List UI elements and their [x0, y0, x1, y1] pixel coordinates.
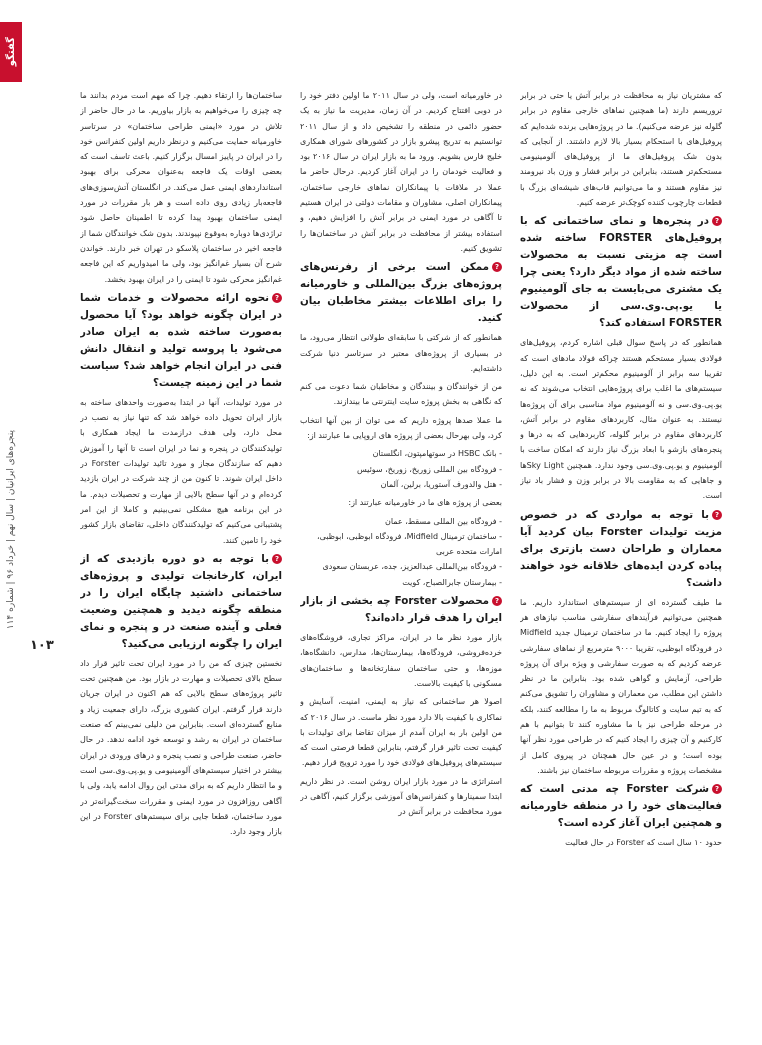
paragraph: اصولا هر ساختمانی که نیاز به ایمنی، امنیت، آسایش و نماکاری با کیفیت بالا دارد مورد نظر ماست. در سال ۲۰۱۶ که من اولین بار به ایران آمدم از میزان تقاضا برای تولیدات با کیفیت تحت تاثیر قرار گرفتم، بنابراین قطعا فرصتی است که سیستم‌های پروفیل‌های فولادی خود را مورد ترویج قرار دهیم.	[300, 697, 502, 768]
question-heading	[80, 290, 282, 392]
paragraph: من از خوانندگان و بینندگان و مخاطبان شما دعوت می کنم که نگاهی به بخش پروژه سایت اینترنتی ما بیندازند.	[300, 382, 502, 407]
column-left	[80, 88, 282, 958]
list-item: - فرودگاه بین‌المللی عبدالعزیز، جده، عربستان سعودی	[300, 559, 502, 574]
project-list	[300, 514, 502, 590]
question-text: با توجه به دو دوره بازدیدی که از ایران، کارخانجات تولیدی و پروژه‌های ساختمانی داشتید چایگاه ایران را در منطقه چگونه دیدید و همچنین وضعیت فعلی و آینده صنعت در و پنجره و نمای ایران را چگونه ارزیابی می‌کنید؟	[80, 552, 282, 650]
list-item: - فرودگاه بین المللی زوریخ، زوریخ، سوئیس	[300, 462, 502, 477]
column-right	[520, 88, 722, 958]
paragraph: بازار مورد نظر ما در ایران، مراکز تجاری، فروشگاه‌های خرده‌فروشی، فرودگاه‌ها، بیمارستان‌ها، مدارس، دانشگاه‌ها، موزه‌ها، و حتی ساختمان سفارتخانه‌ها و ساختمان‌های مسکونی با کیفیت بالاست.	[300, 633, 502, 688]
question-text: شرکت Forster چه مدتی است که فعالیت‌های خود را در منطقه خاورمیانه و همچنین ایران آغاز کرده است؟	[520, 783, 722, 830]
paragraph: ساختمان‌ها را ارتقاء دهیم. چرا که مهم است مردم بدانند ما چه چیزی را می‌خواهیم به بازار بیاوریم. ما در حال حاضر از تلاش در مورد «ایمنی طراحی ساختمان» در سرتاسر خاورمیانه حمایت می‌کنیم و درنظر داریم اولین کنفرانس خود را در ایران در پاییز امسال برگزار کنیم. باعث تاسف است که بعضی اوقات یک فاجعه به‌عنوان محرکی برای بهبود استانداردهای ایمنی عمل می‌کند. در انگلستان آتش‌سوزی‌های فاجعه‌بار زیادی روی داده است و هر بار مقررات در مورد ایمنی ساختمان بهبود پیدا کرده تا اطمینان حاصل شود تراژدی‌ها دوباره به‌وقوع نپیوندند. بدون شک خوانندگان شما از فاجعه اخیر در ساختمان پلاسکو در تهران خبر دارند. خواندن شرح آن بسیار غم‌انگیز بود، ولی ما امیدواریم که این فاجعه غم‌انگیز محرکی شود تا ایمنی را در ایران بهبود بخشد.	[80, 91, 282, 284]
column-middle	[300, 88, 502, 958]
question-marker-icon: ?	[712, 784, 722, 794]
question-heading	[80, 551, 282, 653]
question-marker-icon: ?	[272, 293, 282, 303]
list-item: - ساختمان ترمینال Midfield، فرودگاه ابوظبی، ابوظبی، امارات متحده عربی	[300, 529, 502, 560]
question-marker-icon: ?	[492, 596, 502, 606]
question-heading	[300, 259, 502, 327]
question-marker-icon: ?	[712, 216, 722, 226]
paragraph: همانطور که در پاسخ سوال قبلی اشاره کردم، پروفیل‌های فولادی بسیار مستحکم هستند چراکه فولاد مادهای است که تقریبا سه برابر از آلومینیوم محکم‌تر است. به این دلیل، سیستم‌های ما اغلب برای پروژه‌هایی انتخاب می‌شوند که نه یو.پی.وی.سی و نه آلومینیوم مواد مناسبی برای آن پروژه‌ها نیستند. به عنوان مثال، کاربردهای مقاوم در برابر آتش، کاربردهای مقاوم در برابر گلوله، کاربردهایی که به درها و پنجره‌های بازشو با ابعاد بزرگ نیاز دارند که امکان ساخت با آلومینیوم و یو.پی.وی.سی وجود ندارد. همچنین Sky Light‌ها و جاهایی که به مقاومت بالا در برابر وزن و فشار باد نیاز است.	[520, 338, 722, 501]
sidebar	[0, 0, 22, 1045]
paragraph: بعضی از پروژه های ما در خاورمیانه عبارتند از:	[348, 498, 502, 508]
list-item: - بانک HSBC در سوتهامپتون، انگلستان	[300, 446, 502, 461]
question-text: ممکن است برخی از رفرنس‌های پروژه‌های بزرگ بین‌المللی و خاورمیانه را برای اطلاعات بیشتر مخاطبان بیان کنید.	[300, 261, 502, 325]
question-marker-icon: ?	[272, 554, 282, 564]
paragraph: حدود ۱۰ سال است که Forster در حال فعالیت	[565, 838, 722, 848]
paragraph: در مورد تولیدات، آنها در ابتدا به‌صورت واحدهای ساخته به بازار ایران تحویل داده خواهد شد که تنها نیاز به نصب در محل دارد، ولی هدف درازمدت ما ایجاد همکاری با تولیدکنندگان در پنجره و نما در ایران است تا آنها را آموزش دهیم که سازندگان مجاز و مورد تائید تولیدات Forster در داخل ایران شوند. تا کنون من از چند شرکت در ایران بازدید کرده‌ام و در آنها سطح بالایی از مهارت و تحصیلات دیدم. ما در این برنامه هیچ مشکلی نمی‌بینیم و کاملا از این امر پشتیبانی می‌کنیم که تولیدکنندگان داخلی، تقاضای بازار کشور خود را تامین کنند.	[80, 397, 282, 545]
list-item: - هتل والدورف آستوریا، برلین، آلمان	[300, 477, 502, 492]
section-tab-label: گفتگو	[5, 37, 17, 67]
question-heading	[520, 781, 722, 832]
question-heading	[300, 593, 502, 627]
article-body	[80, 88, 722, 958]
section-tab	[0, 22, 22, 82]
paragraph: در خاورمیانه است، ولی در سال ۲۰۱۱ ما اولین دفتر خود را در دوبی افتتاح کردیم. در آن زمان، مدیریت ما نیاز به یک حضور دائمی در منطقه را تشخیص داد و از سال ۲۰۱۱ توانستیم به تدریج پیشرو بازار در کشورهای شورای همکاری خلیج فارس بشویم. ورود ما به بازار ایران در سال ۲۰۱۶ بود و فعالیت خودمان را در ایران آغاز کردیم. درحال حاضر ما عملا در ملاقات با پیمانکاران نماهای خارجی ساختمان، پیمانکاران اصلی، مشاوران و مقامات دولتی در ایران هستیم تا آگاهی در مورد ایمنی در برابر آتش را افزایش دهیم، و استفاده بیشتر از محافظت در برابر آتش در ساختمان‌ها را تشویق کنیم.	[300, 91, 502, 253]
paragraph: که مشتریان نیاز به محافظت در برابر آتش یا حتی در برابر تروریسم دارند (ما همچنین نماهای خارجی مقاوم در برابر گلوله نیز عرضه می‌کنیم). ما در پروژه‌هایی برنده شده‌ایم که پروفیل‌های با استحکام بسیار بالا لازم داشتند. از آنجایی که بدون شک پروفیل‌های ما از پروفیل‌های آلومینیومی مستحکم‌تر هستند، بنابراین در برابر فشار و وزن باد نیرومند نیز مقاوم هستند و ما می‌توانیم قاب‌های شیشه‌ای بزرگ با قطعات چارچوب کننده کوچک‌تر عرضه کنیم.	[520, 91, 722, 208]
project-list	[300, 446, 502, 492]
question-text: با توجه به مواردی که در خصوص مزیت تولیدات Forster بیان کردید آیا معماران و طراحان دست بازتری برای پیاده کردن ایده‌های خلاقانه خود خواهند داشت؟	[520, 508, 722, 589]
paragraph: استراتژی ما در مورد بازار ایران روشن است. در نظر داریم ابتدا سمینارها و کنفرانس‌های آموزشی برگزار کنیم، آگاهی در مورد محافظت در برابر آتش در	[300, 776, 502, 817]
question-heading	[520, 213, 722, 332]
running-footer-text: پنجره‌های ایرانیان | سال نهم | خرداد ۹۶ | شماره ۱۱۴	[6, 430, 16, 630]
question-marker-icon: ?	[712, 510, 722, 520]
paragraph: نخستین چیزی که من را در مورد ایران تحت تاثیر قرار داد سطح بالای تحصیلات و مهارت در بازار بود. من همچنین تحت تاثیر پروژه‌های سطح بالایی که هم اکنون در ایران جریان دارند قرار گرفتم. ایران کشوری بزرگ، دارای جمعیت زیاد و منابع گسترده‌ای است. بنابراین من دلیلی نمی‌بینم که صنعت ساختمان در ایران به رشد و توسعه خود ادامه ندهد. در حال حاضر، صنعت طراحی و نصب پنجره و درهای ورودی در ایران بیشتر در اختیار سیستم‌های آلومینیومی و یو.پی.وی.سی است و ما انتظار داریم که به برای مدتی این روال ادامه یابد، ولی با آگاهی روزافزون در مورد ایمنی و مقررات سخت‌گیرانه‌تر در مورد ساختمان، قطعا جایی برای سیستم‌های Forster در این بازار وجود دارد.	[80, 658, 282, 837]
list-item: - فرودگاه بین المللی مسقط، عمان	[300, 514, 502, 529]
paragraph: ما طیف گسترده ای از سیستم‌های استاندارد داریم. ما همچنین می‌توانیم فرآیندهای سفارشی مناسب نیازهای هر پروژه را ایجاد کنیم. ما در ساختمان ترمینال جدید Midfield در فرودگاه ابوظبی، تقریبا ۹۰۰۰ مترمربع از نماهای سفارشی عرضه کردیم که به صورت سفارشی و ویژه برای آن پروژه طراحی، آزمایش و گواهی شده بود. بنابراین ما در نظر داشتن این مطلب، من معماران و مشاوران را تشویق می‌کنم که به تیم سایت و کاتالوگ مربوط به ما را مطالعه کنند، بلکه در مرحله طراحی نیز با ما مشاوره کنند تا بتوانیم با هم کارکنیم و آن چیزی را ایجاد کنیم که در طراحی مورد نظر آنها بوده است؛ و در عین حال همچنان در پیروی کامل از مشخصات پروژه و مقررات مربوطه ساختمان نیز باشند.	[520, 597, 722, 775]
list-item: - بیمارستان جابرالصباح، کویت	[300, 575, 502, 590]
page-number: ۱۰۳	[30, 638, 54, 653]
question-text: در پنجره‌ها و نمای ساختمانی که با پروفیل‌های FORSTER ساخته شده است چه مزیتی نسبت به محصولات ساخته شده از مواد دیگر دارد؟ یعنی چرا یک مشتری می‌بایست به جای آلومینیوم یا یو.پی.وی.سی از محصولات FORSTER استفاده کند؟	[520, 215, 722, 330]
running-footer	[0, 410, 22, 650]
question-heading	[520, 507, 722, 592]
paragraph: همانطور که از شرکتی با سابقه‌ای طولانی انتظار می‌رود، ما در بسیاری از پروژه‌های معتبر در سرتاسر دنیا شرکت داشته‌ایم.	[300, 333, 502, 373]
question-text: نحوه ارائه محصولات و خدمات شما در ایران چگونه خواهد بود؟ آیا محصول به‌صورت ساخته شده به ایران صادر می‌شود یا پروسه تولید و انتقال دانش فنی در ایران انجام خواهد شد؟ سیاست شما در این زمینه چیست؟	[80, 291, 282, 389]
question-text: محصولات Forster چه بخشی از بازار ایران را هدف قرار داده‌اند؟	[300, 595, 502, 625]
paragraph: ما عملا صدها پروژه داریم که می توان از بین آنها انتخاب کرد، ولی بهرحال بعضی از پروژه های اروپایی ما عبارتند از:	[300, 415, 502, 441]
question-marker-icon: ?	[492, 262, 502, 272]
